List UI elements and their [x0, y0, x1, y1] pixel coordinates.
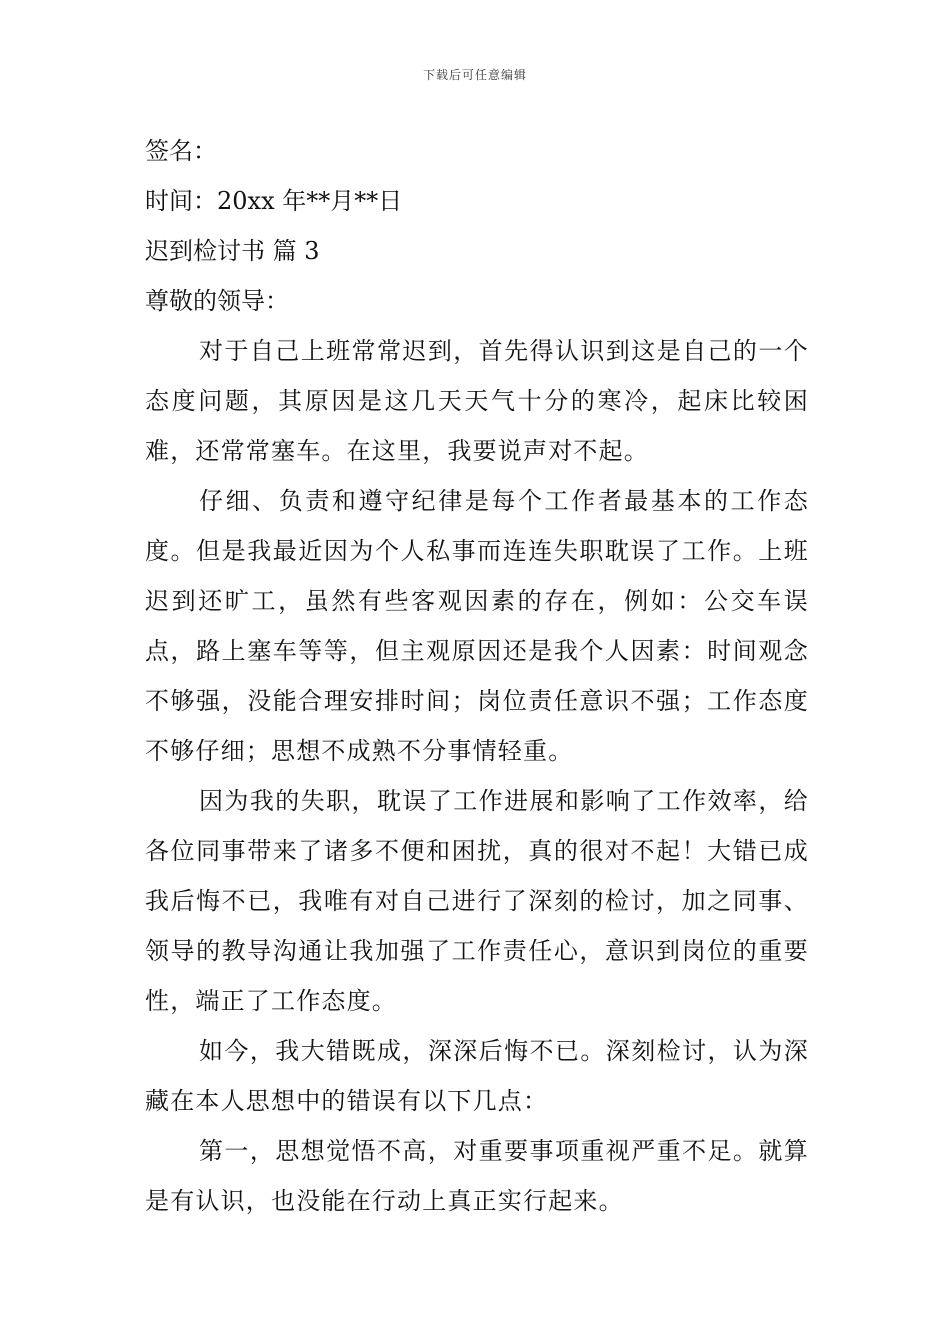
paragraph: 仔细、负责和遵守纪律是每个工作者最基本的工作态度。但是我最近因为个人私事而连连失职耽误了工作。上班迟到还旷工，虽然有些客观因素的存在，例如：公交车误点，路上塞车等等，但主观原因还是我个人因素：时间观念不够强，没能合理安排时间；岗位责任意识不强；工作态度不够仔细；思想不成熟不分事情轻重。 [145, 487, 809, 765]
paragraph: 对于自己上班常常迟到，首先得认识到这是自己的一个态度问题，其原因是这几天天气十分的寒冷，起床比较困难，还常常塞车。在这里，我要说声对不起。 [145, 337, 809, 465]
section-title: 迟到检讨书 篇 3 [145, 237, 320, 265]
paragraph: 因为我的失职，耽误了工作进展和影响了工作效率，给各位同事带来了诸多不便和困扰，真的很对不起！大错已成我后悔不已，我唯有对自己进行了深刻的检讨，加之同事、领导的教导沟通让我加强了工作责任心，意识到岗位的重要性，端正了工作态度。 [145, 787, 809, 1015]
date-line: 时间：20xx 年**月**日 [145, 187, 403, 215]
document-body [145, 126, 809, 1226]
paragraph: 如今，我大错既成，深深后悔不已。深刻检讨，认为深藏在本人思想中的错误有以下几点： [145, 1037, 809, 1115]
header-note: 下载后可任意编辑 [422, 68, 527, 82]
signature-label: 签名： [145, 137, 217, 165]
paragraph: 第一，思想觉悟不高，对重要事项重视严重不足。就算是有认识，也没能在行动上真正实行起来。 [145, 1137, 809, 1215]
salutation: 尊敬的领导： [145, 287, 289, 315]
